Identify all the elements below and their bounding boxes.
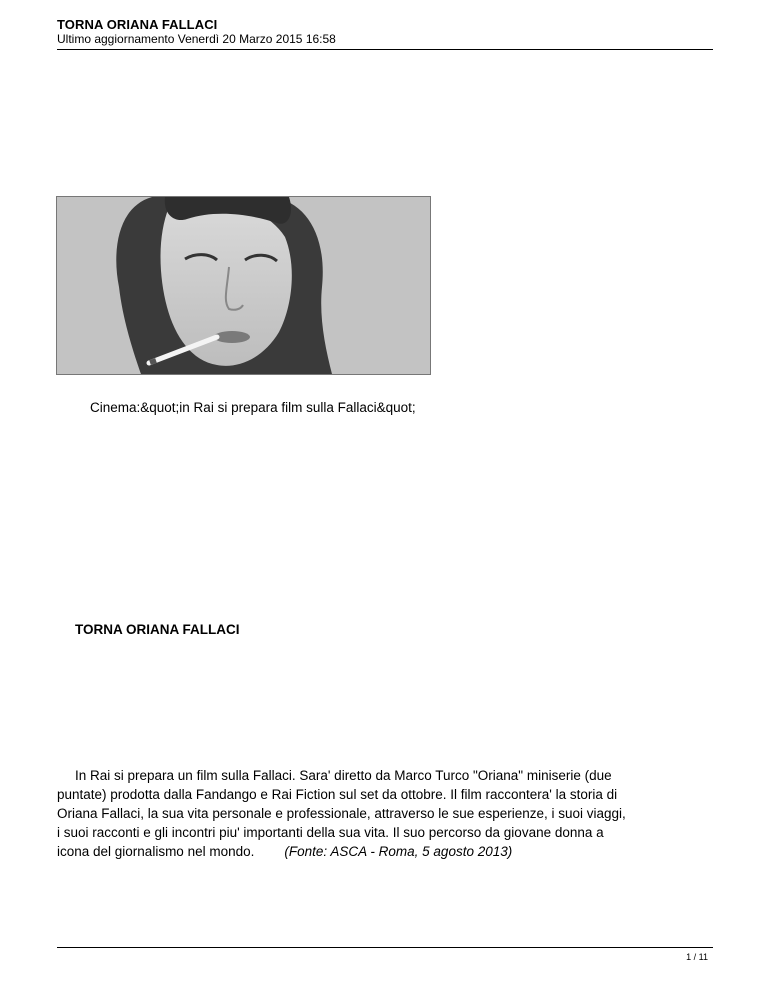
article-source: (Fonte: ASCA - Roma, 5 agosto 2013): [284, 844, 513, 859]
article-last-line: [57, 842, 717, 861]
article-line: icona del giornalismo nel mondo.: [57, 844, 255, 859]
portrait-photo-drawing: [57, 197, 430, 374]
article-line: Oriana Fallaci, la sua vita personale e professionale, attraverso le sue esperienze, i suoi viaggi,: [57, 806, 626, 821]
image-caption: Cinema:&quot;in Rai si prepara film sulla Fallaci&quot;: [90, 400, 416, 415]
article-body: [57, 766, 717, 861]
last-updated-text: Ultimo aggiornamento Venerdì 20 Marzo 2015 16:58: [57, 32, 336, 46]
article-line: In Rai si prepara un film sulla Fallaci. Sara' diretto da Marco Turco "Oriana" miniserie (due: [75, 768, 612, 783]
page-number: 1 / 11: [686, 952, 708, 962]
header-divider: [57, 49, 713, 50]
portrait-photo: [56, 196, 431, 375]
page-header-title: TORNA ORIANA FALLACI: [57, 17, 218, 32]
article-line: puntate) prodotta dalla Fandango e Rai Fiction sul set da ottobre. Il film raccontera' la storia di: [57, 787, 618, 802]
section-title: TORNA ORIANA FALLACI: [75, 622, 240, 637]
footer-divider: [57, 947, 713, 948]
article-line: i suoi racconti e gli incontri piu' importanti della sua vita. Il suo percorso da giovane donna a: [57, 825, 604, 840]
